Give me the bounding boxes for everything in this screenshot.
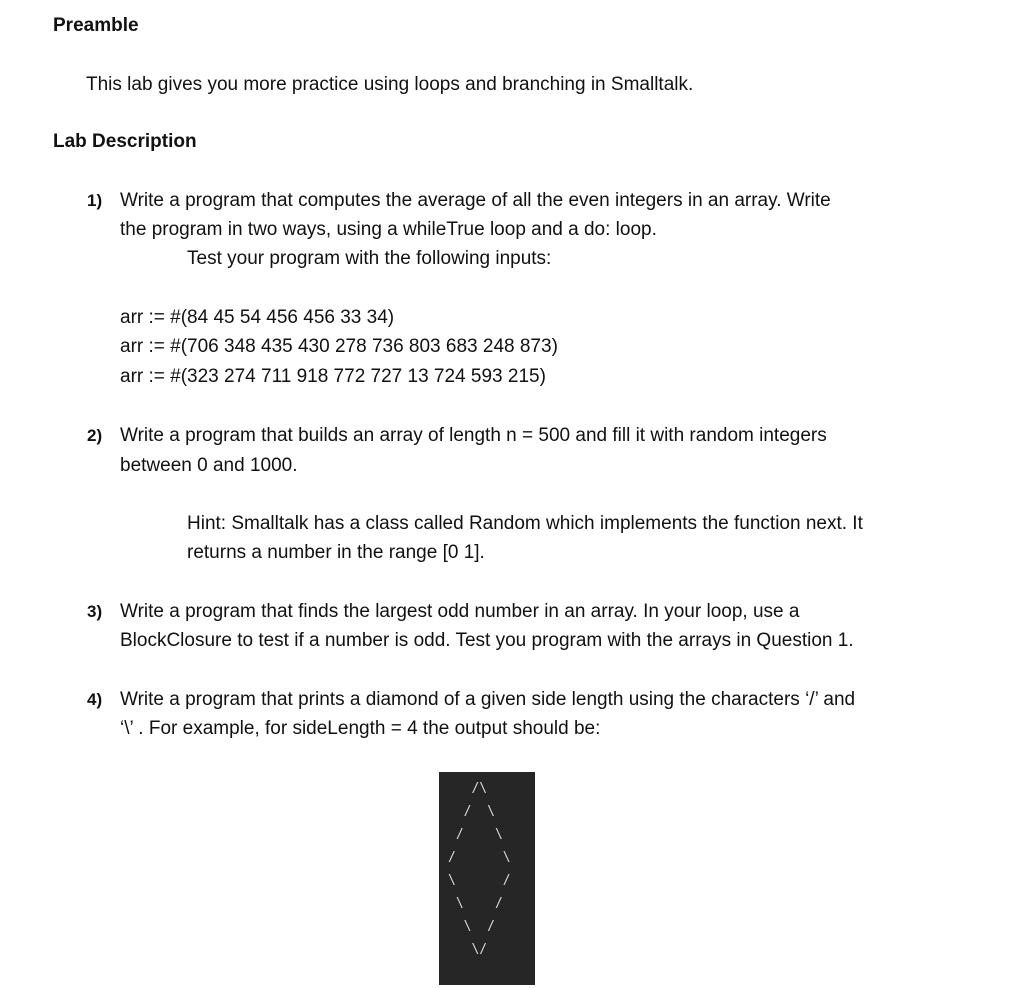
- code-line: arr := #(323 274 711 918 772 727 13 724 593 215): [120, 366, 546, 387]
- preamble-text: This lab gives you more practice using loops and branching in Smalltalk.: [86, 74, 694, 95]
- test-inputs-label: Test your program with the following inputs:: [187, 248, 552, 269]
- item-text-line: between 0 and 1000.: [120, 455, 298, 476]
- item-text-line: the program in two ways, using a whileTrue loop and a do: loop.: [120, 219, 657, 240]
- item-text-line: Write a program that builds an array of length n = 500 and fill it with random integers: [120, 425, 827, 446]
- item-number: 1): [87, 191, 103, 210]
- diamond-output-text: /\ / \ / \ / \ \ / \ / \ / \/: [448, 781, 511, 957]
- lab-description-heading: Lab Description: [53, 131, 197, 152]
- item-number: 3): [87, 602, 103, 621]
- diamond-output-terminal: [439, 772, 535, 985]
- item-text-line: Write a program that prints a diamond of a given side length using the characters ‘/’ and: [120, 689, 856, 710]
- item-text-line: Write a program that computes the average of all the even integers in an array. Write: [120, 190, 831, 211]
- item-number: 4): [87, 690, 103, 709]
- preamble-heading: Preamble: [53, 15, 139, 36]
- code-line: arr := #(706 348 435 430 278 736 803 683 248 873): [120, 336, 558, 357]
- code-line: arr := #(84 45 54 456 456 33 34): [120, 307, 395, 328]
- item-number: 2): [87, 426, 103, 445]
- item-text-line: Write a program that finds the largest odd number in an array. In your loop, use a: [120, 601, 800, 622]
- hint-line: returns a number in the range [0 1].: [187, 542, 485, 563]
- item-text-line: ‘\’ . For example, for sideLength = 4 the output should be:: [120, 718, 601, 739]
- item-text-line: BlockClosure to test if a number is odd. Test you program with the arrays in Question 1.: [120, 630, 854, 651]
- hint-line: Hint: Smalltalk has a class called Random which implements the function next. It: [187, 513, 863, 534]
